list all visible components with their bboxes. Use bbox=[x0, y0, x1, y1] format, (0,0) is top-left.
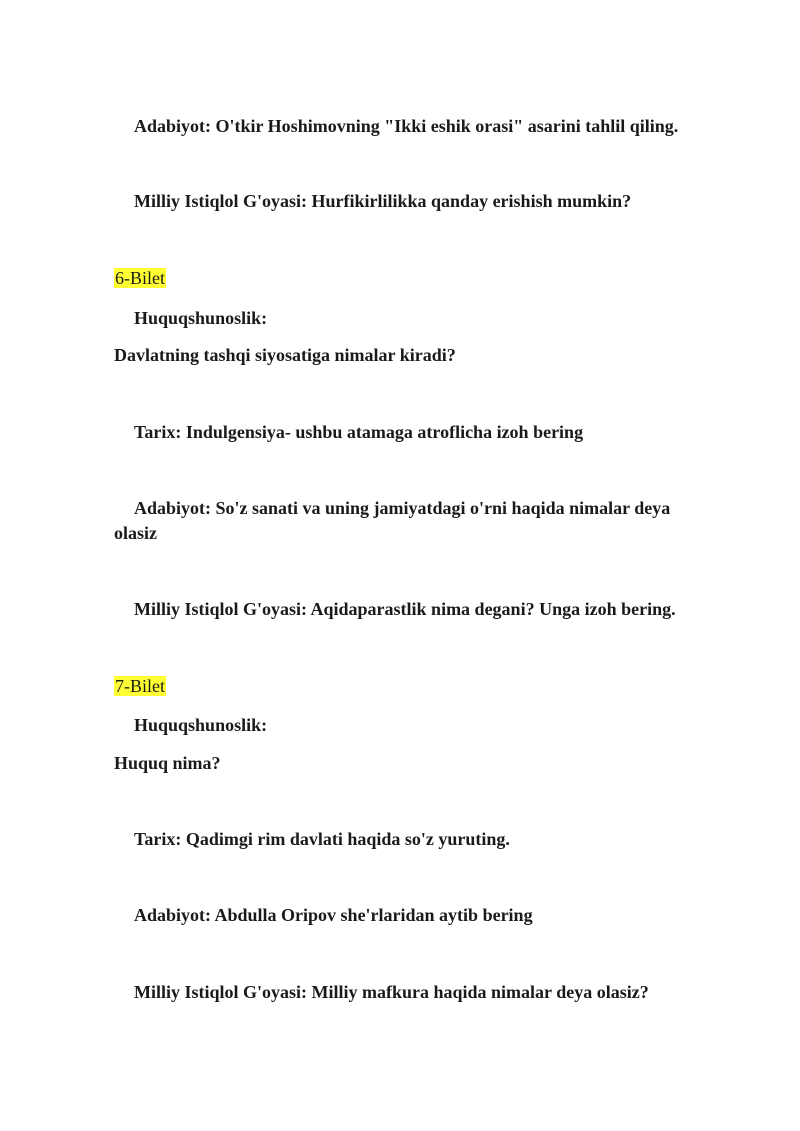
ticket5-adabiyot-question: Adabiyot: O'tkir Hoshimovning "Ikki eshik orasi" asarini tahlil qiling. bbox=[134, 116, 679, 136]
ticket7-adabiyot-question: Adabiyot: Abdulla Oripov she'rlaridan aytib bering bbox=[134, 905, 533, 925]
ticket6-tarix-question: Tarix: Indulgensiya- ushbu atamaga atroflicha izoh bering bbox=[134, 422, 584, 442]
ticket7-huquq-label: Huquqshunoslik: bbox=[134, 715, 268, 735]
ticket5-milliy-question: Milliy Istiqlol G'oyasi: Hurfikirlilikka qanday erishish mumkin? bbox=[134, 191, 632, 211]
ticket7-tarix-question: Tarix: Qadimgi rim davlati haqida so'z yuruting. bbox=[134, 829, 510, 849]
ticket6-huquq-label: Huquqshunoslik: bbox=[134, 308, 268, 328]
ticket7-heading-label: 7-Bilet bbox=[115, 676, 165, 696]
ticket7-heading bbox=[114, 674, 166, 699]
ticket6-heading bbox=[114, 266, 166, 291]
ticket6-heading-label: 6-Bilet bbox=[115, 268, 165, 288]
ticket7-milliy-question: Milliy Istiqlol G'oyasi: Milliy mafkura haqida nimalar deya olasiz? bbox=[134, 982, 649, 1002]
ticket6-milliy-question: Milliy Istiqlol G'oyasi: Aqidaparastlik nima degani? Unga izoh bering. bbox=[134, 599, 676, 619]
ticket6-adabiyot-question: Adabiyot: So'z sanati va uning jamiyatdagi o'rni haqida nimalar deya olasiz bbox=[114, 498, 671, 543]
ticket6-huquq-question: Davlatning tashqi siyosatiga nimalar kiradi? bbox=[114, 345, 456, 365]
ticket7-huquq-question: Huquq nima? bbox=[114, 753, 221, 773]
